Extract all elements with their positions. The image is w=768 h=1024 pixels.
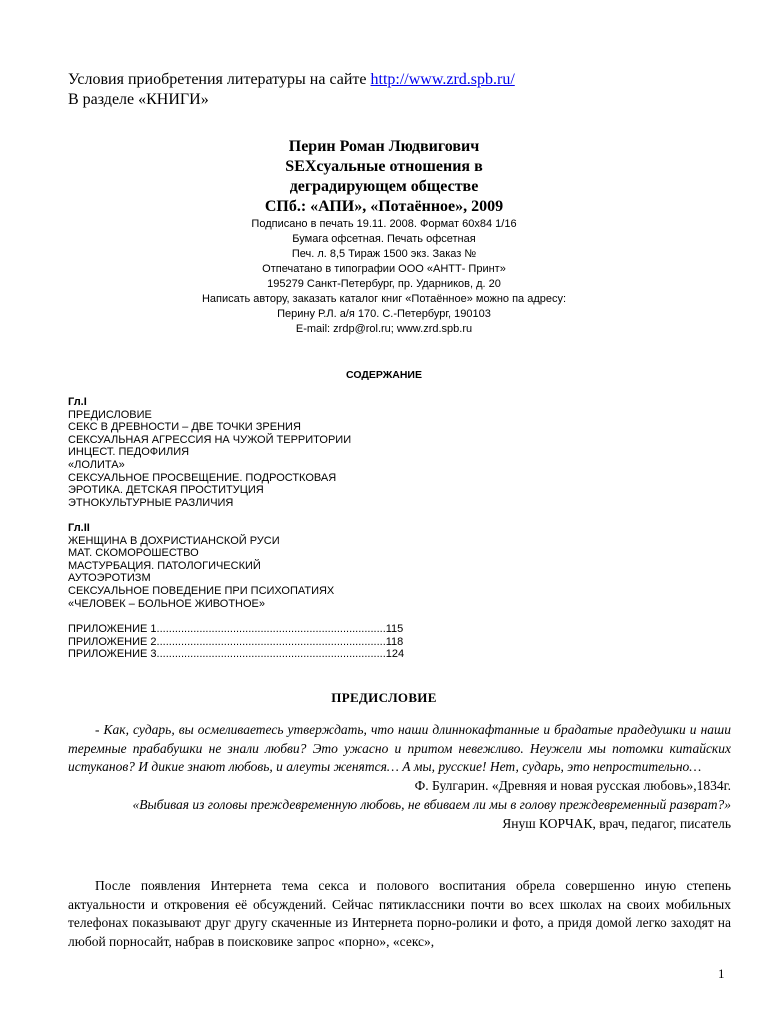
toc-item: ЭТНОКУЛЬТУРНЫЕ РАЗЛИЧИЯ	[68, 496, 234, 509]
title-block	[0, 137, 768, 337]
toc-appendix: ПРИЛОЖЕНИЕ 3...........................................................................124	[68, 648, 405, 661]
author-name: Перин Роман Людвигович	[288, 138, 480, 155]
imprint-line: Написать автору, заказать каталог книг «Потаённое» можно па адресу:	[201, 293, 567, 305]
site-link[interactable]: http://www.zrd.spb.ru/	[370, 71, 515, 88]
toc-item: СЕКСУАЛЬНОЕ ПОВЕДЕНИЕ ПРИ ПСИХОПАТИЯХ	[68, 584, 335, 597]
epigraph-source: Ф. Булгарин. «Древняя и новая русская любовь»,1834г.	[414, 778, 731, 794]
toc-chapter-1	[68, 396, 351, 509]
toc-item: СЕКСУАЛЬНАЯ АГРЕССИЯ НА ЧУЖОЙ ТЕРРИТОРИИ	[68, 433, 352, 446]
chapter-label: Гл.II	[68, 522, 90, 534]
toc-item: СЕКСУАЛЬНОЕ ПРОСВЕЩЕНИЕ. ПОДРОСТКОВАЯ	[68, 471, 337, 484]
toc-appendix: ПРИЛОЖЕНИЕ 2...........................................................................118	[68, 635, 404, 648]
chapter-label: Гл.I	[68, 396, 87, 408]
imprint-line: Подписано в печать 19.11. 2008. Формат 60x84 1/16	[251, 218, 517, 230]
toc-item: ЭРОТИКА. ДЕТСКАЯ ПРОСТИТУЦИЯ	[68, 484, 264, 497]
toc-item: ПРЕДИСЛОВИЕ	[68, 408, 152, 421]
toc-item: МАСТУРБАЦИЯ. ПАТОЛОГИЧЕСКИЙ	[68, 559, 261, 572]
toc-heading: СОДЕРЖАНИЕ	[346, 369, 422, 381]
toc-item: СЕКС В ДРЕВНОСТИ – ДВЕ ТОЧКИ ЗРЕНИЯ	[68, 421, 301, 434]
epigraph-source: Януш КОРЧАК, врач, педагог, писатель	[502, 815, 731, 831]
toc-item: АУТОЭРОТИЗМ	[68, 572, 151, 585]
imprint-line: Перину Р.Л. а/я 170. С.-Петербург, 190103	[277, 308, 491, 320]
toc-chapter-2	[68, 522, 334, 610]
imprint-line: E-mail: zrdp@rol.ru; www.zrd.spb.ru	[295, 323, 473, 335]
book-title-line-1: SEXсуальные отношения в	[285, 158, 483, 175]
preface-heading: ПРЕДИСЛОВИЕ	[331, 690, 437, 705]
book-title-line-2: деградирующем обществе	[289, 178, 479, 195]
epigraph-quote: «Выбивая из головы преждевременную любовь, не вбиваем ли мы в голову преждевременный разврат?»	[132, 796, 731, 812]
toc-item: «ЧЕЛОВЕК – БОЛЬНОЕ ЖИВОТНОЕ»	[68, 597, 265, 610]
purchase-text: Условия приобретения литературы на сайте	[68, 71, 371, 88]
purchase-info	[68, 70, 515, 110]
page-number: 1	[718, 966, 725, 981]
purchase-line	[68, 70, 515, 90]
imprint-line: Печ. л. 8,5 Тираж 1500 экз. Заказ №	[291, 248, 477, 260]
epigraph-quote: - Как, сударь, вы осмеливаетесь утверждать, что наши длиннокафтанные и брадатые прадедушки и наши теремные прабабушки не знали любви? Это ужасно и притом невежливо. Неужели мы потомки китайских истуканов? И дикие знают любовь, и алеуты женятся… А мы, русские! Нет, сударь, это непростительно…	[68, 722, 731, 775]
epigraphs	[68, 721, 731, 833]
toc-item: ИНЦЕСТ. ПЕДОФИЛИЯ	[68, 446, 190, 459]
toc-appendices	[68, 623, 404, 661]
toc-appendix: ПРИЛОЖЕНИЕ 1...........................................................................115	[68, 623, 404, 635]
publisher-line: СПб.: «АПИ», «Потаённое», 2009	[264, 198, 504, 215]
toc-item: «ЛОЛИТА»	[68, 458, 125, 471]
toc-item: МАТ. СКОМОРОШЕСТВО	[68, 547, 199, 560]
books-section-line: В разделе «КНИГИ»	[68, 91, 209, 108]
imprint-line: Отпечатано в типографии ООО «АНТТ- Принт»	[262, 263, 506, 275]
imprint-line: Бумага офсетная. Печать офсетная	[292, 233, 476, 245]
imprint-line: 195279 Санкт-Петербург, пр. Ударников, д. 20	[267, 278, 501, 290]
body-paragraph: После появления Интернета тема секса и полового воспитания обрела совершенно иную степень актуальности и откровения её обсуждений. Сейчас пятиклассники почти во всех школах на своих мобильных телефонах показывают друг другу скаченные из Интернета порно-ролики и фото, а придя домой легко заходят на любой порносайт, набрав в поисковике запрос «порно», «секс»,	[68, 878, 731, 950]
toc-item: ЖЕНЩИНА В ДОХРИСТИАНСКОЙ РУСИ	[68, 534, 280, 547]
